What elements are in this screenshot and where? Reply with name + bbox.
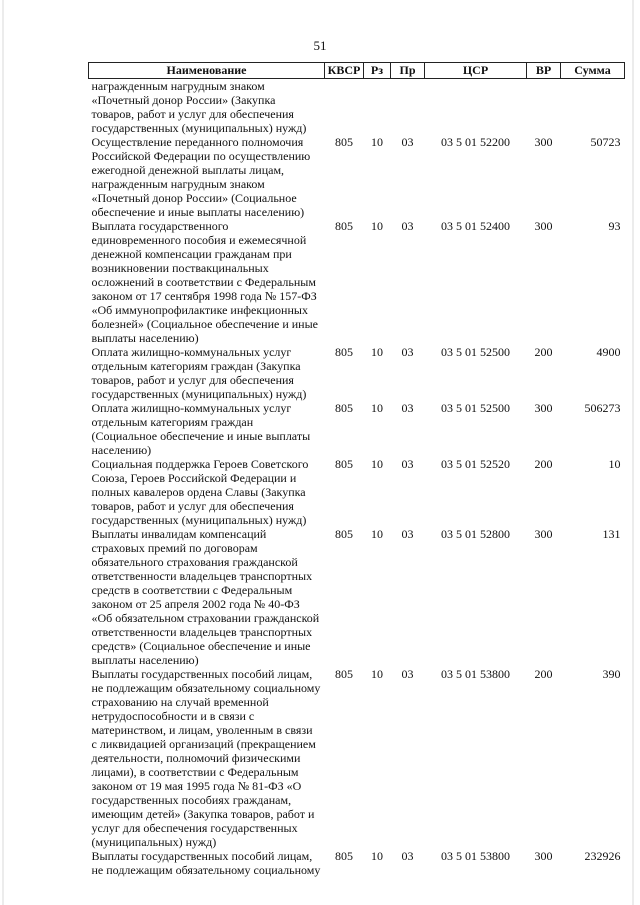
cell-kvsr — [325, 79, 364, 136]
cell-name: Выплаты инвалидам компенсаций страховых премий по договорам обязательного страхования гражданской ответственности владельцев транспортных средств в соответствии с Федеральным законом от 25 апреля 2002 года № 40-ФЗ «Об обязательном страховании гражданской ответственности владельцев транспортных средств» (Социальное обеспечение и иные выплаты населению) — [91, 527, 320, 667]
cell-csr: 03 5 01 52500 — [441, 345, 510, 359]
cell-name: Выплаты государственных пособий лицам, не подлежащим обязательному социальному страхованию на случай временной нетрудоспособности и в связи с материнством, и лицам, уволенным в связи с ликвидацией организаций (прекращением деятельности, полномочий физическими лицами), в соответствии с Федеральным законом от 19 мая 1995 года № 81-ФЗ «О государственных пособиях гражданам, имеющим детей» (Закупка товаров, работ и услуг для обеспечения государственных (муниципальных) нужд) — [91, 667, 321, 849]
cell-rz: 10 — [371, 667, 383, 681]
header-kvsr: КВСР — [325, 63, 364, 79]
page-number: 51 — [313, 38, 327, 53]
cell-pr: 03 — [401, 345, 414, 359]
cell-vr: 300 — [534, 527, 553, 541]
cell-name: Оплата жилищно-коммунальных услуг отдельным категориям граждан (Закупка товаров, работ и услуг для обеспечения государственных (муниципальных) нужд) — [91, 345, 307, 401]
cell-kvsr: 805 — [335, 135, 353, 149]
header-vr: ВР — [527, 63, 561, 79]
cell-name: награжденным нагрудным знаком «Почетный донор России» (Закупка товаров, работ и услуг для обеспечения государственных (муниципальных) нужд) — [91, 79, 307, 135]
cell-pr: 03 — [401, 135, 414, 149]
cell-rz: 10 — [371, 527, 383, 541]
cell-kvsr: 805 — [335, 401, 353, 415]
cell-csr: 03 5 01 53800 — [441, 667, 510, 681]
table-row — [89, 79, 625, 136]
table-row — [89, 401, 625, 457]
table-row — [89, 849, 625, 877]
cell-name: Осуществление переданного полномочия Российской Федерации по осуществлению ежегодной денежной выплаты лицам, награжденным нагрудным знаком «Почетный донор России» (Социальное обеспечение и иные выплаты населению) — [91, 135, 311, 219]
header-rz: Рз — [364, 63, 391, 79]
scan-edge-left — [2, 0, 4, 905]
cell-sum: 232926 — [584, 849, 621, 863]
cell-name: Оплата жилищно-коммунальных услуг отдельным категориям граждан (Социальное обеспечение и иные выплаты населению) — [91, 401, 311, 457]
cell-sum: 506273 — [584, 401, 621, 415]
table-row — [89, 667, 625, 849]
cell-pr: 03 — [401, 219, 414, 233]
cell-vr: 200 — [534, 345, 553, 359]
budget-table-container — [88, 62, 624, 877]
table-row — [89, 219, 625, 345]
cell-rz: 10 — [371, 219, 383, 233]
cell-vr: 300 — [534, 219, 553, 233]
cell-rz — [364, 79, 391, 136]
cell-kvsr: 805 — [335, 849, 353, 863]
table-row — [89, 527, 625, 667]
cell-kvsr: 805 — [335, 219, 353, 233]
cell-rz: 10 — [371, 457, 383, 471]
cell-vr: 300 — [534, 849, 553, 863]
cell-csr: 03 5 01 52500 — [441, 401, 510, 415]
cell-kvsr: 805 — [335, 667, 353, 681]
cell-name: Выплаты государственных пособий лицам, не подлежащим обязательному социальному — [91, 849, 321, 877]
cell-rz: 10 — [371, 401, 383, 415]
table-row — [89, 135, 625, 219]
cell-sum — [561, 79, 625, 136]
cell-sum: 50723 — [590, 135, 621, 149]
cell-csr: 03 5 01 53800 — [441, 849, 510, 863]
cell-pr — [391, 79, 425, 136]
cell-pr: 03 — [401, 457, 414, 471]
cell-rz: 10 — [371, 849, 383, 863]
cell-sum: 10 — [608, 457, 621, 471]
cell-rz: 10 — [371, 345, 383, 359]
cell-pr: 03 — [401, 527, 414, 541]
cell-pr: 03 — [401, 401, 414, 415]
table-header-row — [89, 63, 625, 79]
scan-edge-right — [632, 0, 634, 905]
cell-sum: 93 — [608, 219, 621, 233]
cell-kvsr: 805 — [335, 345, 353, 359]
table-row — [89, 457, 625, 527]
cell-name: Выплата государственного единовременного пособия и ежемесячной денежной компенсации гражданам при возникновении поствакцинальных осложнений в соответствии с Федеральным законом от 17 сентября 1998 года № 157-ФЗ «Об иммунопрофилактике инфекционных болезней» (Социальное обеспечение и иные выплаты населению) — [91, 219, 318, 345]
cell-csr — [425, 79, 527, 136]
cell-sum: 4900 — [596, 345, 621, 359]
cell-csr: 03 5 01 52200 — [441, 135, 510, 149]
cell-kvsr: 805 — [335, 457, 353, 471]
header-pr: Пр — [391, 63, 425, 79]
cell-vr — [527, 79, 561, 136]
cell-vr: 200 — [534, 457, 553, 471]
cell-sum: 131 — [602, 527, 621, 541]
cell-vr: 300 — [534, 135, 553, 149]
cell-kvsr: 805 — [335, 527, 353, 541]
cell-vr: 200 — [534, 667, 553, 681]
cell-vr: 300 — [534, 401, 553, 415]
cell-sum: 390 — [602, 667, 621, 681]
cell-csr: 03 5 01 52520 — [441, 457, 510, 471]
cell-csr: 03 5 01 52800 — [441, 527, 510, 541]
cell-pr: 03 — [401, 667, 414, 681]
header-name: Наименование — [89, 63, 325, 79]
budget-table — [88, 62, 625, 877]
header-sum: Сумма — [561, 63, 625, 79]
header-csr: ЦСР — [425, 63, 527, 79]
cell-csr: 03 5 01 52400 — [441, 219, 510, 233]
cell-name: Социальная поддержка Героев Советского Союза, Героев Российской Федерации и полных кавалеров ордена Славы (Закупка товаров, работ и услуг для обеспечения государственных (муниципальных) нужд) — [91, 457, 309, 527]
table-row — [89, 345, 625, 401]
cell-pr: 03 — [401, 849, 414, 863]
cell-rz: 10 — [371, 135, 383, 149]
